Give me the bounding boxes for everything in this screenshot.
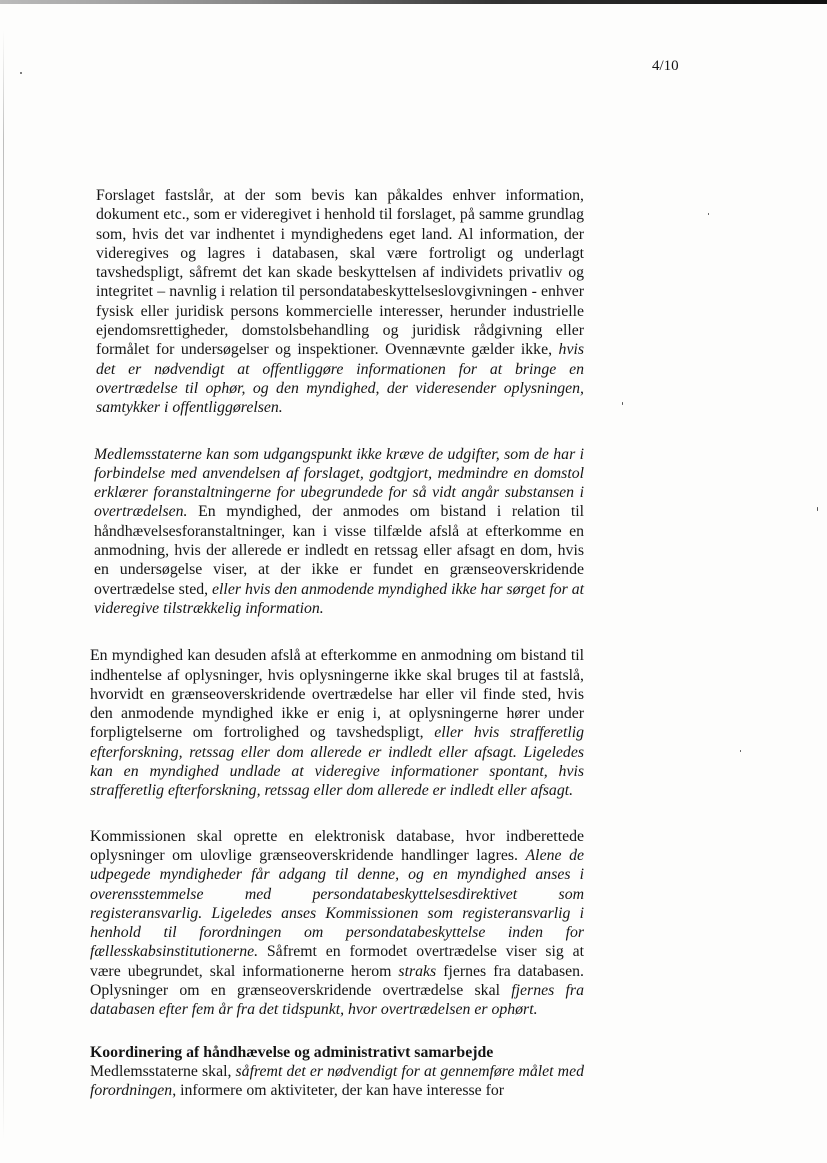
text-run: Såfremt en formodet overtrædelse viser sig at være ubegrundet, skal informationerne herom <box>90 943 584 980</box>
scan-speck <box>20 72 22 74</box>
page-number: 4/10 <box>652 58 679 74</box>
paragraph-information-refusal <box>90 646 584 800</box>
scan-speck <box>622 402 623 405</box>
scan-speck <box>817 507 818 511</box>
scan-top-rule <box>0 0 827 4</box>
paragraph-evidence-confidentiality <box>96 186 584 418</box>
document-body <box>90 186 584 1100</box>
paragraph-electronic-database <box>90 827 584 1020</box>
text-run: fjernes fra databasen. Oplysninger om en grænseoverskridende overtrædelse skal <box>90 962 584 999</box>
scan-left-edge <box>3 30 4 1140</box>
text-run-italic: såfremt det er nødvendigt for at gennemføre målet med forordningen <box>90 1062 584 1100</box>
text-run: En myndighed kan desuden afslå at efterkomme en anmodning om bistand til indhentelse af oplysninger, hvis oplysningerne ikke skal bruges til at fastslå, hvorvidt en grænseoverskridende overtrædelse har eller vil finde sted, hvis den anmodende myndighed ikke er enig i, at oplysningerne hører under forpligtelserne om fortrolighed og tavshedspligt, <box>90 647 584 742</box>
text-run-italic: fjernes fra databasen efter fem år fra det tidspunkt, hvor overtrædelsen er ophørt. <box>90 981 584 1019</box>
text-run-italic: Medlemsstaterne kan som udgangspunkt ikke kræve de udgifter, som de har i forbindelse med anvendelsen af forslaget, godtgjort, medmindre en domstol erklærer foranstaltningerne for ubegrundede for så vidt angår substansen i overtrædelsen. <box>94 445 584 521</box>
text-run: En myndighed, der anmodes om bistand i relation til håndhævelsesforanstaltninger, kan i visse tilfælde afslå at efterkomme en anmodning, hvis der allerede er indledt en retssag eller afsagt en dom, hvis en undersøgelse viser, at der ikke er fundet en grænseoverskridende overtrædelse sted, <box>94 503 584 598</box>
text-run-italic: straks <box>398 962 437 980</box>
text-run: Medlemsstaterne skal, <box>90 1062 236 1080</box>
text-run-italic: eller hvis strafferetlig efterforskning, retssag eller dom allerede er indledt eller afsagt. Ligeledes kan en myndighed undlade at videregive informationer spontant, hvis strafferetlig efterforskning, retssag eller dom allerede er indledt eller afsagt. <box>90 724 585 800</box>
text-run-italic: hvis det er nødvendigt at offentliggøre informationen for at bringe en overtrædelse til ophør, og den myndighed, der videresender oplysningen, samtykker i offentliggørelsen. <box>96 341 584 417</box>
text-run: , informere om aktiviteter, der kan have interesse for <box>172 1082 505 1100</box>
text-run-italic: Alene de udpegede myndigheder får adgang til denne, og en myndighed anses i overensstemmelse med persondatabeskyttelsesdirektivet som registeransvarlig. Ligeledes anses Kommissionen som registeransvarlig i henhold til forordningen om persondatabeskyttelse inden for fællesskabsinstitutionerne. <box>90 846 584 961</box>
paragraph-costs-refusal <box>94 445 584 619</box>
text-run-italic: eller hvis den anmodende myndighed ikke har sørget for at videregive tilstrækkelig information. <box>94 580 584 617</box>
paragraph-coordination <box>90 1062 584 1101</box>
text-run: Kommissionen skal oprette en elektronisk database, hvor indberettede oplysninger om ulovlige grænseoverskridende handlinger lagres. <box>90 827 584 864</box>
section-heading: Koordinering af håndhævelse og administrativt samarbejde <box>90 1043 494 1061</box>
scan-speck <box>708 213 709 215</box>
scan-speck <box>740 750 741 752</box>
text-run: Forslaget fastslår, at der som bevis kan påkaldes enhver information, dokument etc., som er videregivet i henhold til forslaget, på samme grundlag som, hvis det var indhentet i myndighedens eget land. Al information, der videregives og lagres i databasen, skal være fortroligt og underlagt tavshedspligt, såfremt det kan skade beskyttelsen af individets privatliv og integritet – navnlig i relation til persondatabeskyttelseslovgivningen - enhver fysisk eller juridisk persons kommercielle interesser, herunder industrielle ejendomsrettigheder, domstolsbehandling og juridisk rådgivning eller formålet for undersøgelser og inspektioner. Ovennævnte gælder ikke, <box>96 187 584 359</box>
